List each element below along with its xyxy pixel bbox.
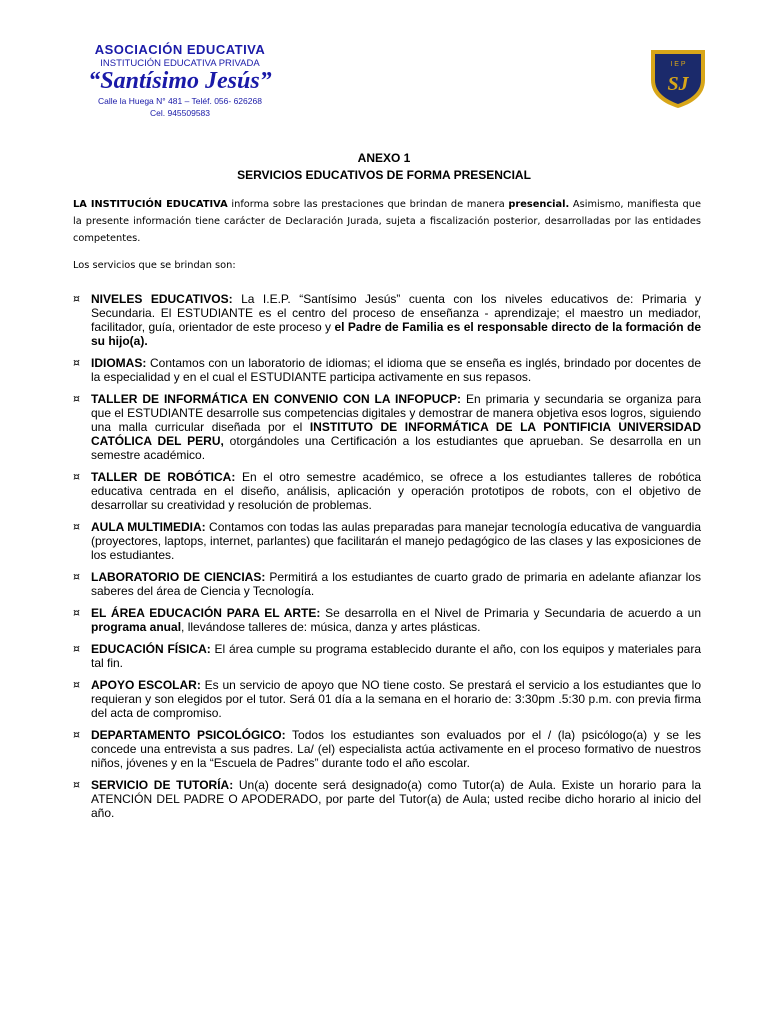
institution-type: INSTITUCIÓN EDUCATIVA PRIVADA [100,58,260,69]
service-title: AULA MULTIMEDIA: [91,520,206,534]
bullet-icon: ¤ [73,470,80,483]
intro-text-1: informa sobre las prestaciones que brindan de manera [227,199,509,210]
intro-bold-1: LA INSTITUCIÓN EDUCATIVA [73,199,228,210]
services-lead: Los servicios que se brindan son: [73,260,236,271]
intro-bold-2: presencial. [508,199,570,210]
service-emphasis: programa anual [91,620,182,634]
service-description: La I.E.P. “Santísimo Jesús” cuenta con los niveles educativos de: Primaria y Secundaria. El ESTUDIANTE es el centro del proceso de enseñanza - aprendizaje; el maestro un mediador, facilitador, guía, orientador de este proceso y [91,292,701,334]
service-description: Se desarrolla en el Nivel de Primaria y Secundaria de acuerdo a un [320,606,701,620]
service-title: NIVELES EDUCATIVOS: [91,292,233,306]
service-item [73,778,701,820]
bullet-icon: ¤ [73,678,80,691]
service-title: IDIOMAS: [91,356,147,370]
school-header [60,40,300,118]
service-description-cont: otorgándoles una Certificación a los estudiantes que aprueban. Se desarrolla en un semestre académico. [91,434,702,462]
service-title: DEPARTAMENTO PSICOLÓGICO: [91,728,286,742]
school-address: Calle la Huega N° 481 – Teléf. 056- 626268 [98,96,262,106]
bullet-icon: ¤ [73,292,80,305]
service-description: El área cumple su programa establecido durante el año, con los equipos y materiales para tal fin. [91,642,701,670]
service-item [73,642,701,670]
service-title: EL ÁREA EDUCACIÓN PARA EL ARTE: [91,606,321,620]
service-description: Contamos con un laboratorio de idiomas; el idioma que se enseña es inglés, brindado por docentes de la especialidad y en el cual el ESTUDIANTE participa activamente en sus repasos. [91,356,701,384]
service-item [73,606,701,634]
document-title: SERVICIOS EDUCATIVOS DE FORMA PRESENCIAL [237,168,531,182]
bullet-icon: ¤ [73,392,80,405]
school-crest-logo [647,46,709,110]
service-title: TALLER DE ROBÓTICA: [91,470,236,484]
bullet-icon: ¤ [73,606,80,619]
service-description: En el otro semestre académico, se ofrece a los estudiantes talleres de robótica educativa centrada en el diseño, análisis, aplicación y operación prototipos de robots, con el objetivo de desarrollar su creatividad y resolución de problemas. [91,470,702,512]
service-item [73,678,701,720]
service-description: Es un servicio de apoyo que NO tiene costo. Se prestará el servicio a los estudiantes que lo requieran y son elegidos por el tutor. Será 01 día a la semana en el horario de: 3:30pm .5:30 p.m. con previa firma del acta de compromiso. [91,678,702,720]
crest-top-text: I E P [670,61,686,68]
intro-paragraph [73,196,701,247]
service-title: APOYO ESCOLAR: [91,678,201,692]
service-title: SERVICIO DE TUTORÍA: [91,778,234,792]
service-item [73,470,701,512]
service-description-cont: , llevándose talleres de: música, danza y artes plásticas. [181,620,481,634]
service-emphasis: INSTITUTO DE INFORMÁTICA DE LA PONTIFICIA UNIVERSIDAD CATÓLICA DEL PERU, [91,420,701,448]
bullet-icon: ¤ [73,728,80,741]
service-item [73,356,701,384]
association-name: ASOCIACIÓN EDUCATIVA [94,42,266,57]
service-emphasis: el Padre de Familia es el responsable directo de la formación de su hijo(a). [91,320,702,348]
service-title: TALLER DE INFORMÁTICA EN CONVENIO CON LA INFOPUCP: [91,392,462,406]
service-description: Todos los estudiantes son evaluados por el / (la) psicólogo(a) y se les concede una entrevista a sus padres. La/ (el) especialista actúa activamente en el proceso formativo de nuestros niños, jóvenes y en la “Escuela de Padres” durante todo el año escolar. [91,728,701,770]
services-list [73,292,701,828]
bullet-icon: ¤ [73,642,80,655]
bullet-icon: ¤ [73,520,80,533]
school-name: “Santísimo Jesús” [88,68,272,94]
intro-text-2: Asimismo, manifiesta que la presente información tiene carácter de Declaración Jurada, sujeta a fiscalización posterior, desarrolladas por las entidades competentes. [73,199,701,244]
bullet-icon: ¤ [73,356,80,369]
annex-title: ANEXO 1 [357,151,411,165]
service-item [73,392,701,462]
service-description: Un(a) docente será designado(a) como Tutor(a) de Aula. Existe un horario para la ATENCIÓN DEL PADRE O APODERADO, por parte del Tutor(a) de Aula; usted recibe dicho horario al inicio del año. [91,778,701,820]
service-description: En primaria y secundaria se organiza para que el ESTUDIANTE desarrolle sus competencias digitales y demostrar de manera objetiva esos logros, siguiendo una malla curricular diseñada por el [91,392,701,434]
service-item [73,728,701,770]
school-phone: Cel. 945509583 [149,108,211,118]
service-item [73,520,701,562]
service-title: LABORATORIO DE CIENCIAS: [91,570,266,584]
bullet-icon: ¤ [73,778,80,791]
service-item [73,570,701,598]
crest-initials: SJ [667,73,689,95]
bullet-icon: ¤ [73,570,80,583]
service-description: Contamos con todas las aulas preparadas para manejar tecnología educativa de vanguardia (proyectores, laptops, internet, parlantes) que facilitarán el manejo pedagógico de las clases y las exposiciones de los estudiantes. [91,520,702,562]
service-description: Permitirá a los estudiantes de cuarto grado de primaria en adelante afianzar los saberes del área de Ciencia y Tecnología. [91,570,701,598]
service-title: EDUCACIÓN FÍSICA: [91,642,211,656]
service-item [73,292,701,348]
